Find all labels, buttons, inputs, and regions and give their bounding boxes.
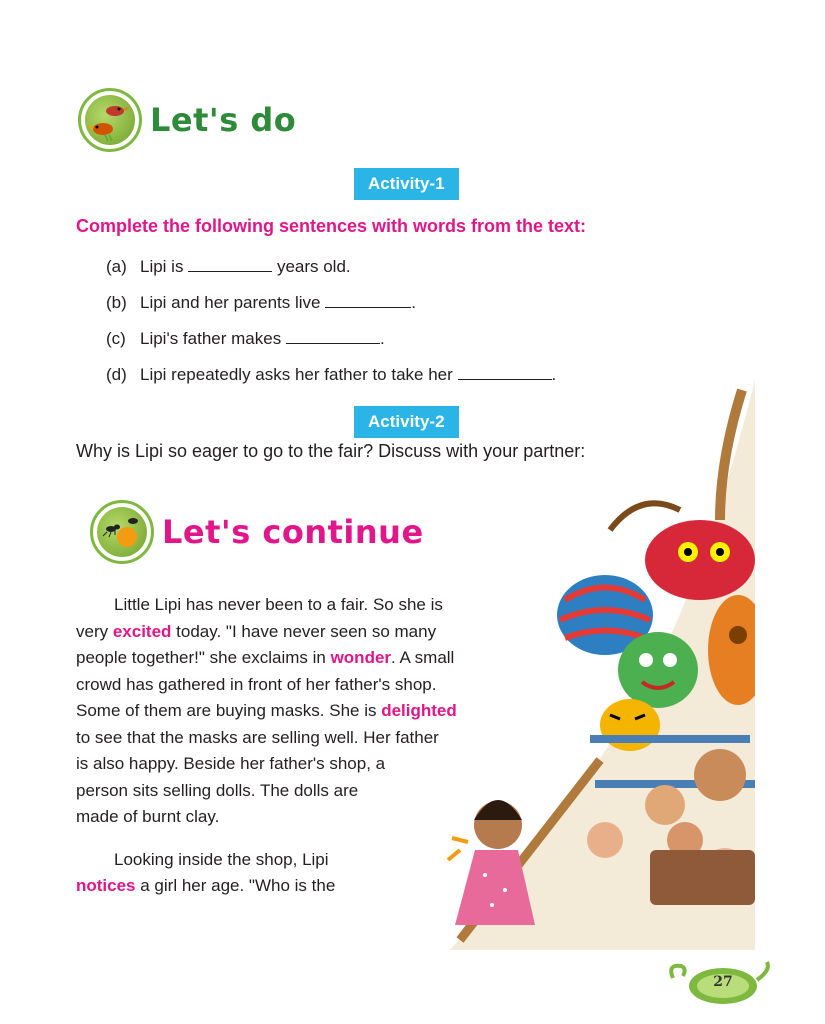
story-text-segment: Some of them are buying masks. She is xyxy=(76,701,382,720)
story-text-segment: Little Lipi has never been to a fair. So she is xyxy=(114,595,443,614)
story-paragraph-1 xyxy=(76,592,546,831)
lets-continue-header xyxy=(90,500,424,564)
answer-blank[interactable] xyxy=(325,293,411,308)
story-text-segment: a girl her age. "Who is the xyxy=(135,876,336,895)
story-text-segment: crowd has gathered in front of her father's shop. xyxy=(76,674,437,694)
question-text-end: . xyxy=(411,293,416,312)
story-text-segment: Looking inside the shop, Lipi xyxy=(114,849,329,869)
vocab-word-excited: excited xyxy=(112,621,172,641)
story-text xyxy=(76,592,546,900)
activity-2-badge: Activity-2 xyxy=(354,406,459,438)
answer-blank[interactable] xyxy=(188,257,272,272)
activity-2-question: Why is Lipi so eager to go to the fair? Discuss with your partner: xyxy=(76,441,586,461)
answer-blank[interactable] xyxy=(286,329,380,344)
lets-do-header xyxy=(78,88,296,152)
story-text-segment: today. "I have never seen so many xyxy=(171,621,437,641)
story-text-segment: . A small xyxy=(391,648,455,667)
question-text-end: years old. xyxy=(276,257,351,276)
question-label: (a) xyxy=(106,257,127,276)
question-label: (d) xyxy=(106,365,127,384)
story-text-segment: made of burnt clay. xyxy=(76,807,220,826)
question-label: (c) xyxy=(106,329,126,348)
answer-blank[interactable] xyxy=(458,365,552,380)
page-number: 27 xyxy=(713,974,733,990)
birds-icon xyxy=(78,88,142,152)
question-a xyxy=(106,255,556,291)
question-c xyxy=(106,327,556,363)
vocab-word-notices: notices xyxy=(76,876,136,895)
ants-icon xyxy=(90,500,154,564)
story-text-segment: to see that the masks are selling well. Her father xyxy=(76,727,439,747)
question-text-end: . xyxy=(379,329,385,348)
lets-do-title: Let's do xyxy=(150,101,297,139)
activity-1-questions xyxy=(106,255,556,399)
vocab-word-delighted: delighted xyxy=(381,701,457,720)
question-text: Lipi and her parents live xyxy=(140,293,321,312)
story-text-segment: people together!" she exclaims in xyxy=(76,648,331,667)
story-paragraph-2 xyxy=(76,847,546,900)
question-b xyxy=(106,291,556,327)
story-text-segment: is also happy. Beside her father's shop, a xyxy=(76,754,386,773)
question-text: Lipi is xyxy=(140,257,184,276)
page-number-leaf xyxy=(665,960,775,1010)
question-text: Lipi's father makes xyxy=(140,329,282,348)
lets-continue-title: Let's continue xyxy=(162,513,424,551)
question-text: Lipi repeatedly asks her father to take her xyxy=(140,365,453,384)
vocab-word-wonder: wonder xyxy=(330,648,392,667)
story-text-segment: very xyxy=(76,621,113,641)
question-label: (b) xyxy=(106,293,127,312)
story-text-segment: person sits selling dolls. The dolls are xyxy=(76,780,359,800)
activity-1-badge: Activity-1 xyxy=(354,168,459,200)
question-text-end: . xyxy=(551,365,557,384)
activity-1-instruction: Complete the following sentences with words from the text: xyxy=(76,216,587,236)
